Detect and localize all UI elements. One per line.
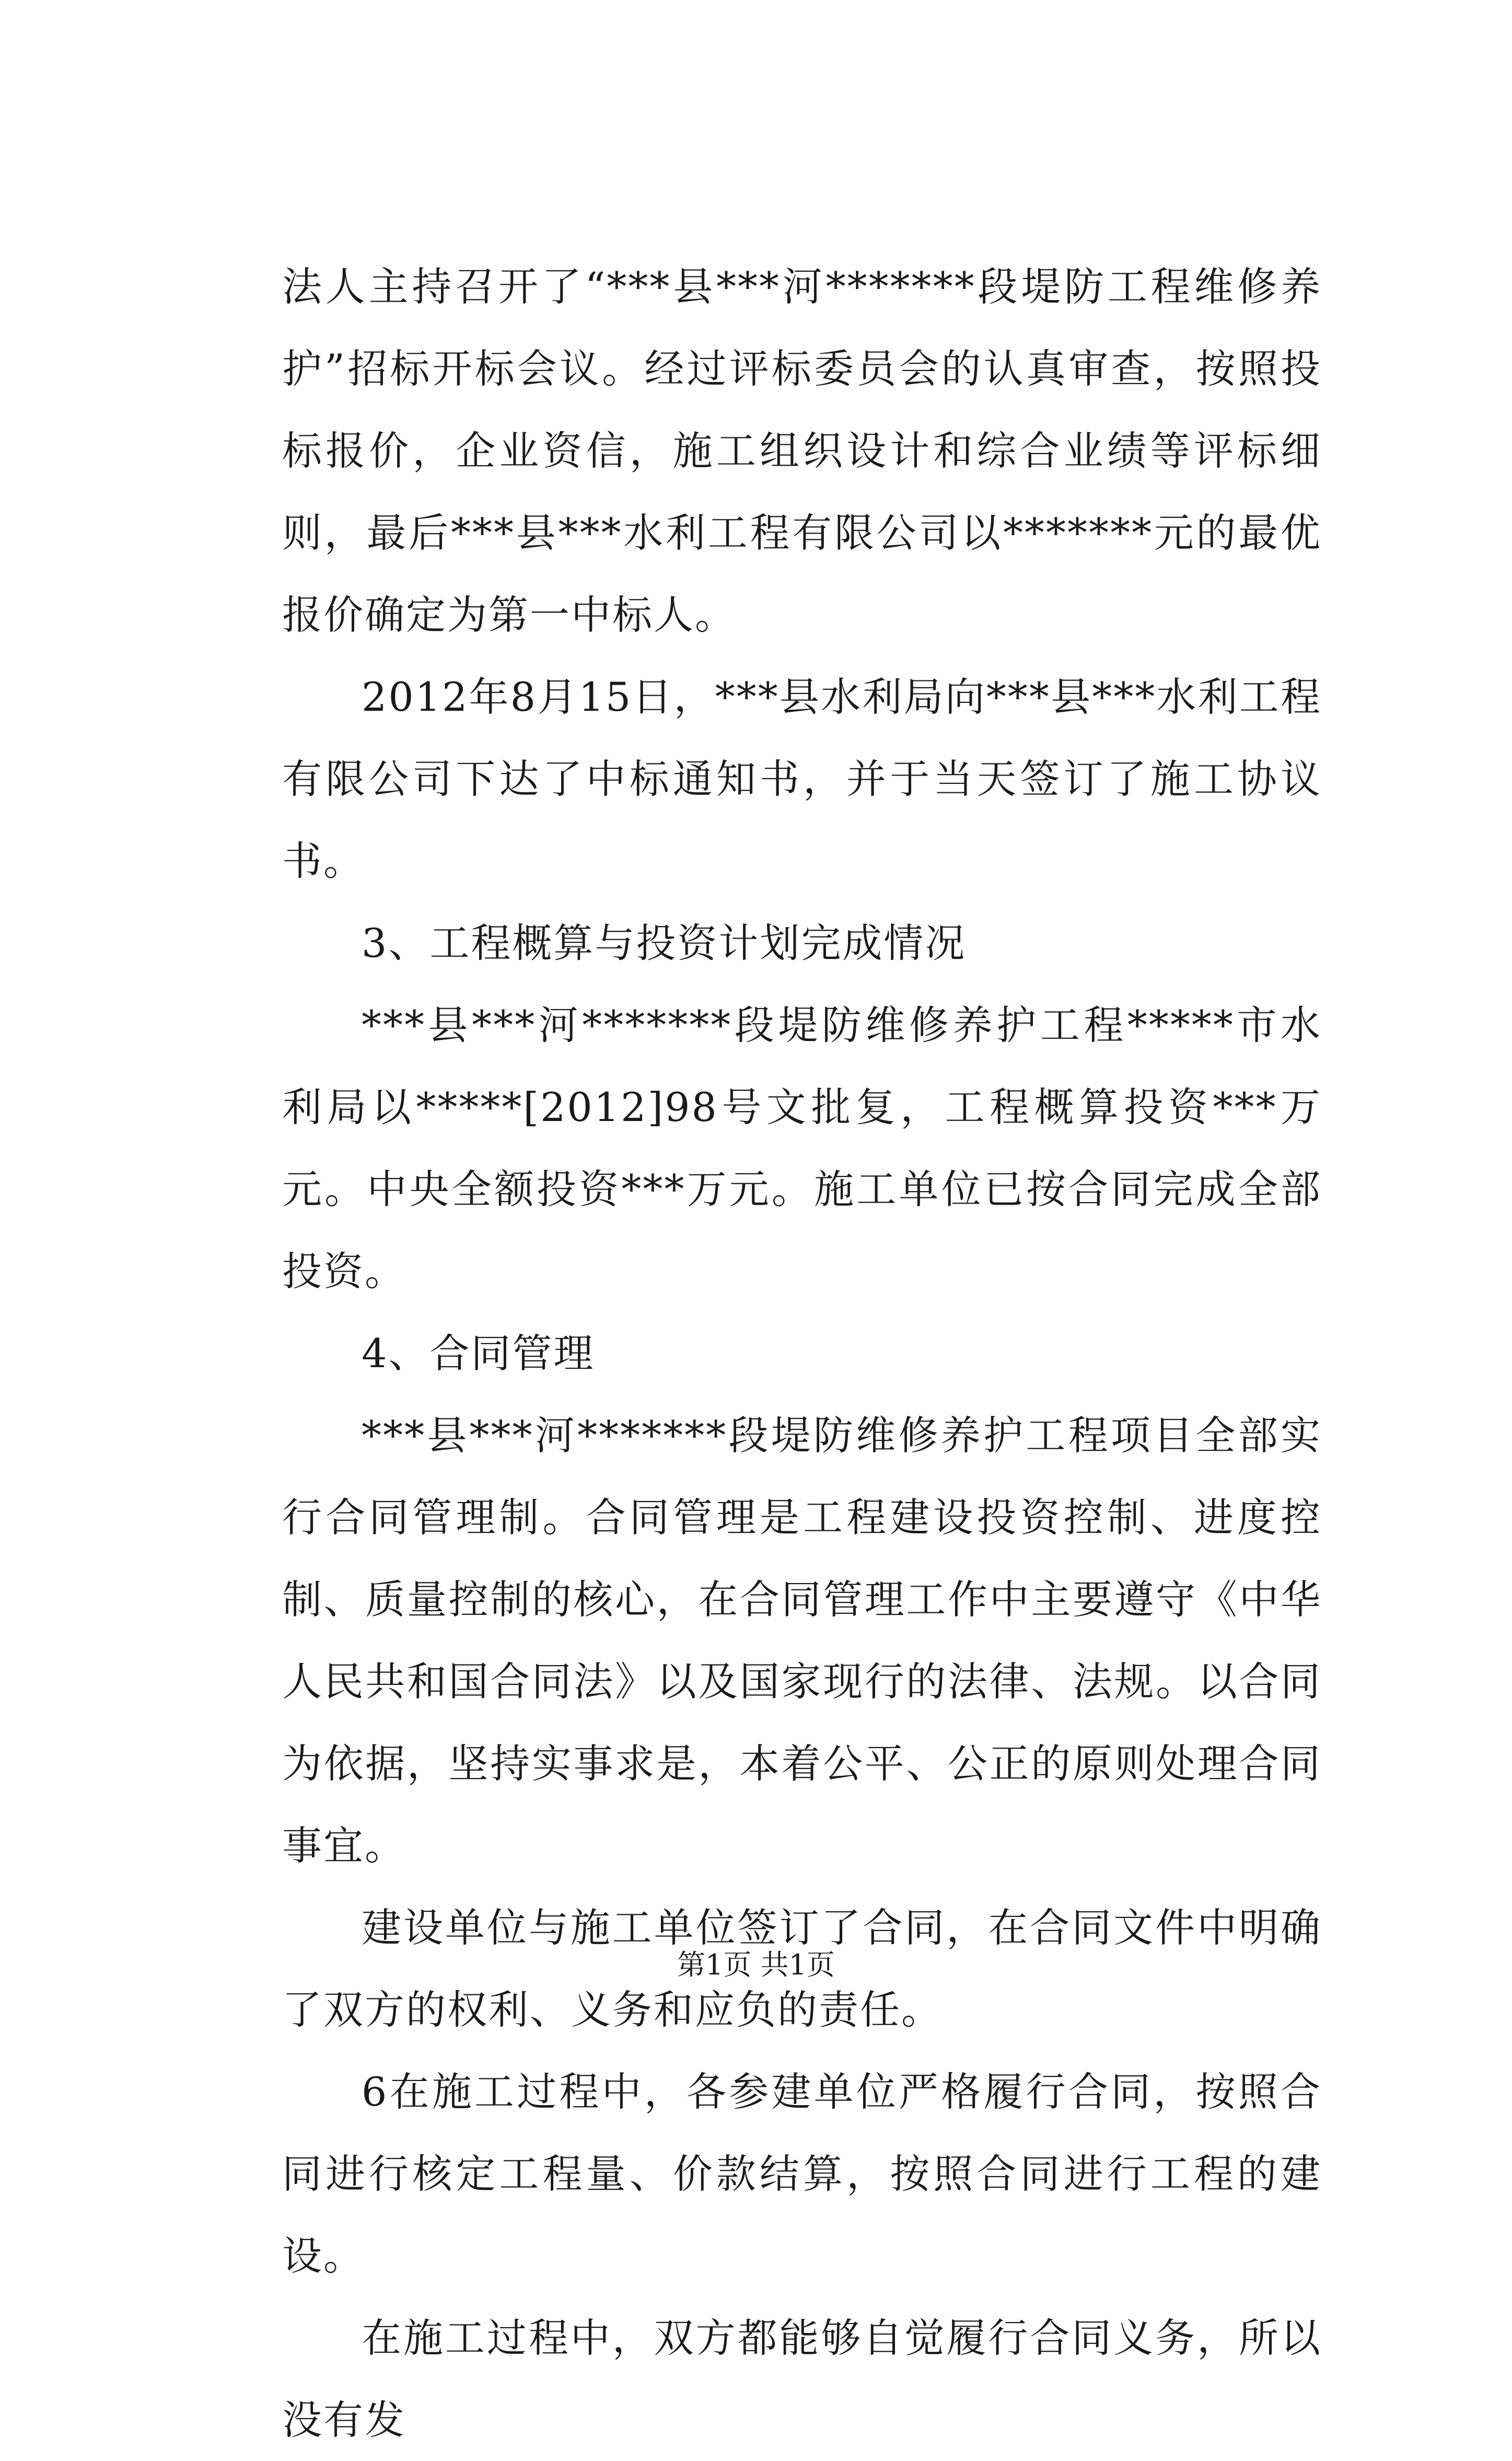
page-footer: 第1页 共1页 — [677, 1948, 835, 1981]
paragraph-bid-opening: 法人主持召开了“***县***河*******段堤防工程维修养护”招标开标会议。经过评标委员会的认真审查，按照投标报价，企业资信，施工组织设计和综合业绩等评标细则，最后***县***水利工程有限公司以*******元的最优报价确定为第一中标人。 — [282, 263, 1322, 638]
paragraph-contract-signing: 建设单位与施工单位签订了合同，在合同文件中明确了双方的权利、义务和应负的责任。 — [282, 1904, 1322, 2033]
section-heading-contract: 4、合同管理 — [362, 1330, 595, 1377]
paragraph-budget: ***县***河*******段堤防维修养护工程*****市水利局以*****[2012]98号文批复，工程概算投资***万元。中央全额投资***万元。施工单位已按合同完成全部投资。 — [282, 1002, 1322, 1295]
section-heading-budget: 3、工程概算与投资计划完成情况 — [362, 920, 967, 966]
paragraph-contract-execution: 6在施工过程中，各参建单位严格履行合同，按照合同进行核定工程量、价款结算，按照合同进行工程的建设。 — [282, 2069, 1322, 2279]
paragraph-obligations: 在施工过程中，双方都能够自觉履行合同义务，所以没有发 — [282, 2315, 1322, 2443]
paragraph-contract-management: ***县***河*******段堤防维修养护工程项目全部实行合同管理制。合同管理是工程建设投资控制、进度控制、质量控制的核心，在合同管理工作中主要遵守《中华人民共和国合同法》以及国家现行的法律、法规。以合同为依据，坚持实事求是，本着公平、公正的原则处理合同事宜。 — [282, 1412, 1322, 1869]
paragraph-award-notice: 2012年8月15日，***县水利局向***县***水利工程有限公司下达了中标通知书，并于当天签订了施工协议书。 — [282, 674, 1322, 884]
document-body — [282, 246, 1322, 2461]
